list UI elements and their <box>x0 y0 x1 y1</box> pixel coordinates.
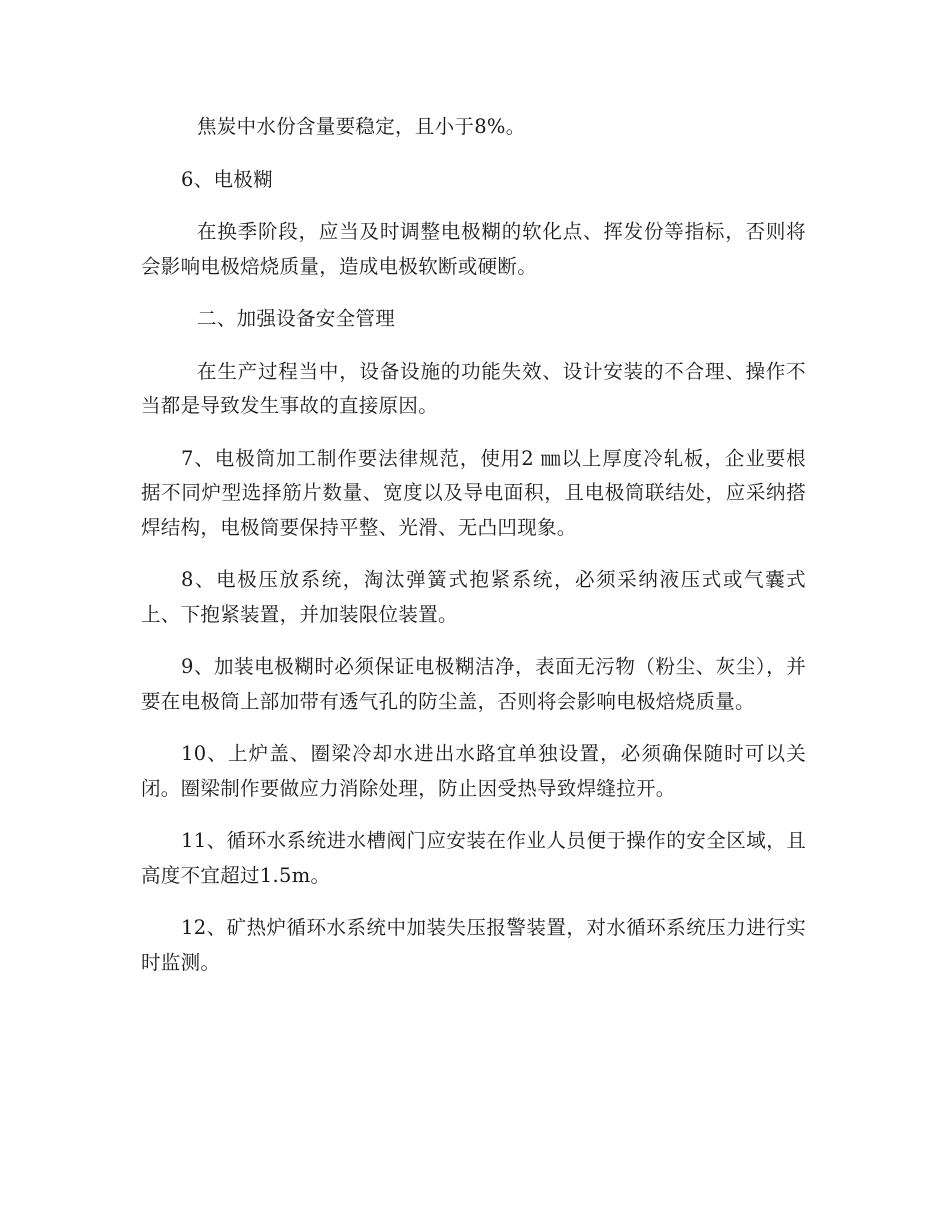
item-6-heading: 6、电极糊 <box>181 167 273 191</box>
section-intro-paragraph: 在生产过程当中，设备设施的功能失效、设计安装的不合理、操作不当都是导致发生事故的直接原因。 <box>141 359 806 417</box>
paragraph-electrode-paste: 在换季阶段，应当及时调整电极糊的软化点、挥发份等指标，否则将会影响电极焙烧质量，造成电极软断或硬断。 <box>141 220 806 278</box>
document-body <box>141 110 806 998</box>
list-item-11: 11、循环水系统进水槽阀门应安装在作业人员便于操作的安全区域，且高度不宜超过1.5m。 <box>141 829 806 887</box>
list-item-9: 9、加装电极糊时必须保证电极糊洁净，表面无污物（粉尘、灰尘），并要在电极筒上部加带有透气孔的防尘盖，否则将会影响电极焙烧质量。 <box>141 655 806 713</box>
section-heading: 二、加强设备安全管理 <box>197 307 396 330</box>
paragraph-coke-moisture: 焦炭中水份含量要稳定，且小于8%。 <box>197 115 526 138</box>
list-item-10: 10、上炉盖、圈梁冷却水进出水路宜单独设置，必须确保随时可以关闭。圈梁制作要做应力消除处理，防止因受热导致焊缝拉开。 <box>141 742 806 800</box>
list-item-8: 8、电极压放系统，淘汰弹簧式抱紧系统，必须采纳液压式或气囊式上、下抱紧装置，并加装限位装置。 <box>141 568 806 626</box>
list-item-12: 12、矿热炉循环水系统中加装失压报警装置，对水循环系统压力进行实时监测。 <box>141 916 806 974</box>
list-item-7: 7、电极筒加工制作要法律规范，使用2 ㎜以上厚度冷轧板，企业要根据不同炉型选择筋片数量、宽度以及导电面积，且电极筒联结处，应采纳搭焊结构，电极筒要保持平整、光滑、无凸凹现象。 <box>141 446 806 539</box>
